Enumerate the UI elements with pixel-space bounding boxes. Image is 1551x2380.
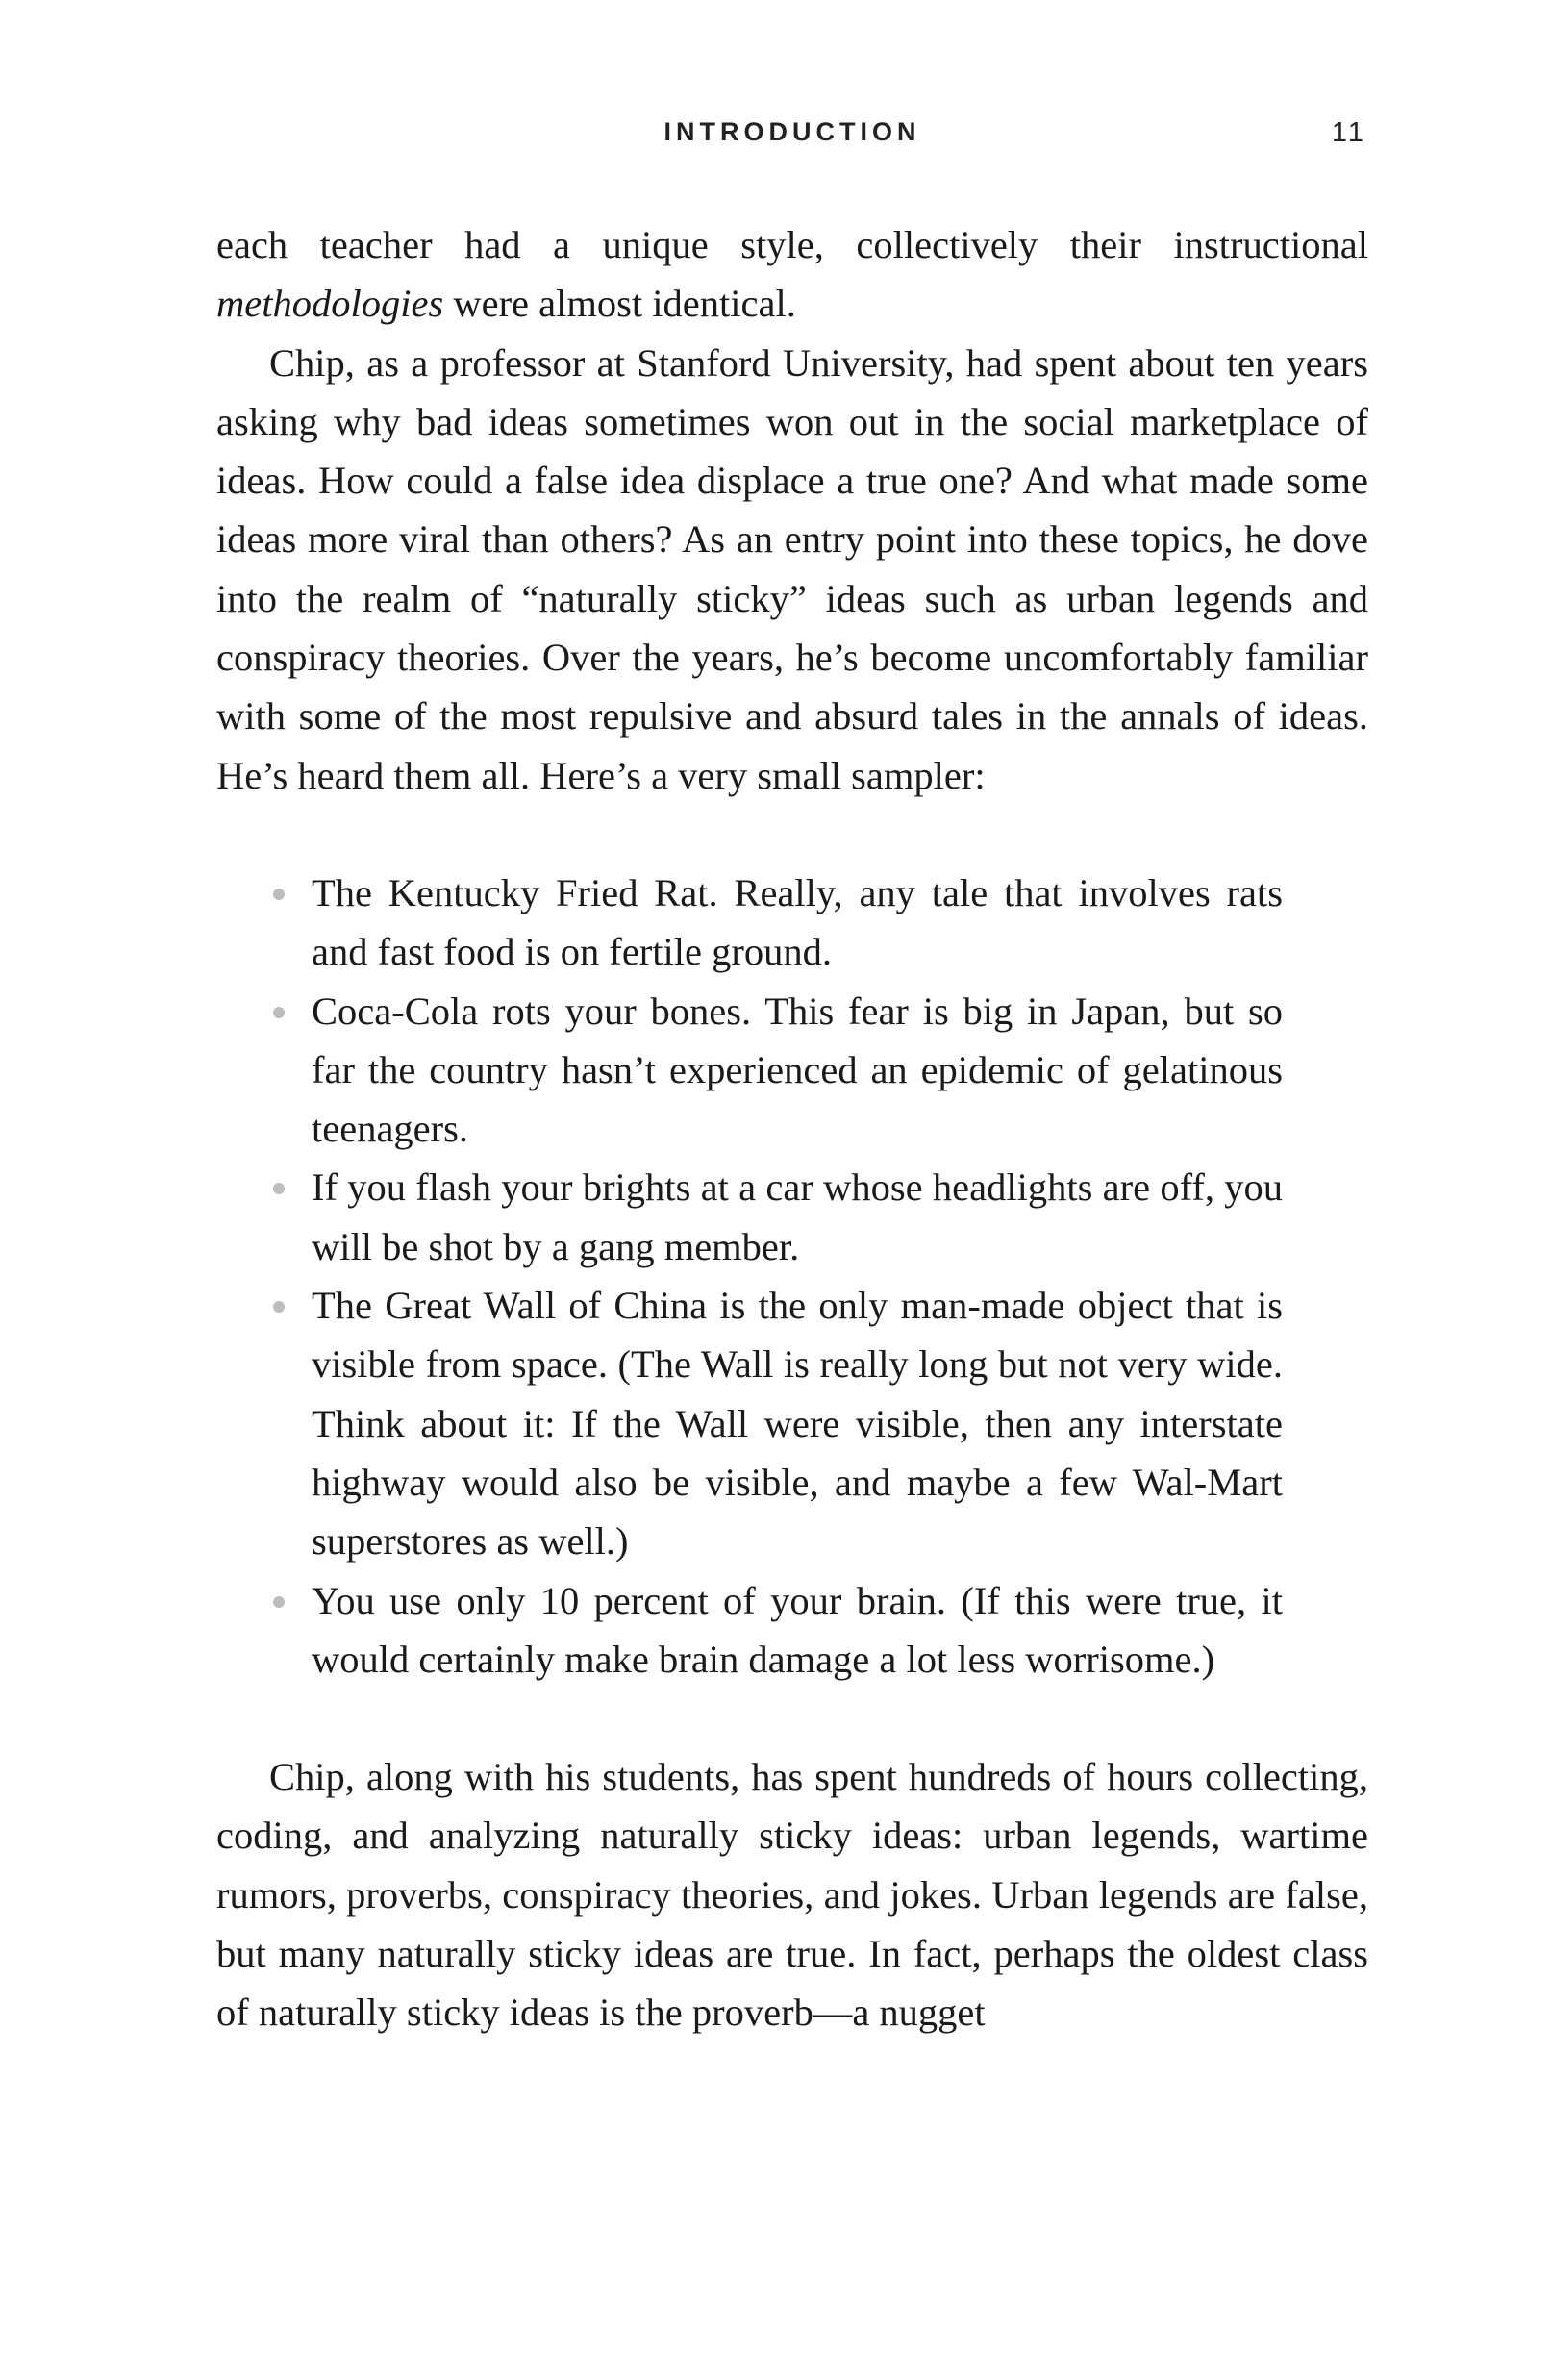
page-number: 11	[1331, 117, 1366, 148]
sticky-ideas-list	[216, 864, 1283, 1689]
list-item-text: Coca-Cola rots your bones. This fear is big in Japan, but so far the country hasn’t experienced an epidemic of gelatinous teenagers.	[312, 989, 1283, 1151]
bullet-icon	[273, 1301, 285, 1313]
list-item-text: You use only 10 percent of your brain. (If this were true, it would certainly make brain damage a lot less worrisome.)	[312, 1578, 1283, 1681]
list-item	[312, 1276, 1283, 1570]
running-head	[216, 117, 1368, 156]
list-item	[312, 864, 1283, 982]
list-item	[312, 1158, 1283, 1276]
bullet-icon	[273, 1183, 285, 1194]
chapter-title: INTRODUCTION	[663, 117, 921, 146]
list-item-text: The Kentucky Fried Rat. Really, any tale that involves rats and fast food is on fertile ground.	[312, 870, 1283, 974]
paragraph-continuation	[216, 215, 1368, 334]
bullet-icon	[273, 1596, 285, 1608]
list-item-text: The Great Wall of China is the only man-made object that is visible from space. (The Wall is really long but not very wide. Think about it: If the Wall were visible, then any interstate highway would also be visible, and maybe a few Wal-Mart superstores as well.)	[312, 1284, 1283, 1564]
bullet-icon	[273, 889, 285, 900]
paragraph-text: were almost identical.	[443, 282, 796, 326]
list-item	[312, 982, 1283, 1159]
paragraph-text: each teacher had a unique style, collectively their instructional	[216, 223, 1368, 266]
italic-term: methodologies	[216, 282, 444, 326]
paragraph-sticky-ideas: Chip, along with his students, has spent hundreds of hours collecting, coding, and analyzing naturally sticky ideas: urban legends, wartime rumors, proverbs, conspiracy theories, and jokes. Urban legends are false, but many naturally sticky ideas are true. In fact, perhaps the oldest class of naturally sticky ideas is the proverb—a nugget	[216, 1755, 1368, 2035]
bullet-icon	[273, 1007, 285, 1018]
paragraph-chip-research: Chip, as a professor at Stanford University, had spent about ten years asking why bad ideas sometimes won out in the social marketplace of ideas. How could a false idea displace a true one? And what made some ideas more viral than others? As an entry point into these topics, he dove into the realm of “naturally sticky” ideas such as urban legends and conspiracy theories. Over the years, he’s become uncomfortably familiar with some of the most repulsive and absurd tales in the annals of ideas. He’s heard them all. Here’s a very small sampler:	[216, 340, 1368, 797]
list-item-text: If you flash your brights at a car whose headlights are off, you will be shot by a gang member.	[312, 1165, 1283, 1268]
list-item	[312, 1571, 1283, 1690]
body-text	[216, 215, 1368, 2042]
